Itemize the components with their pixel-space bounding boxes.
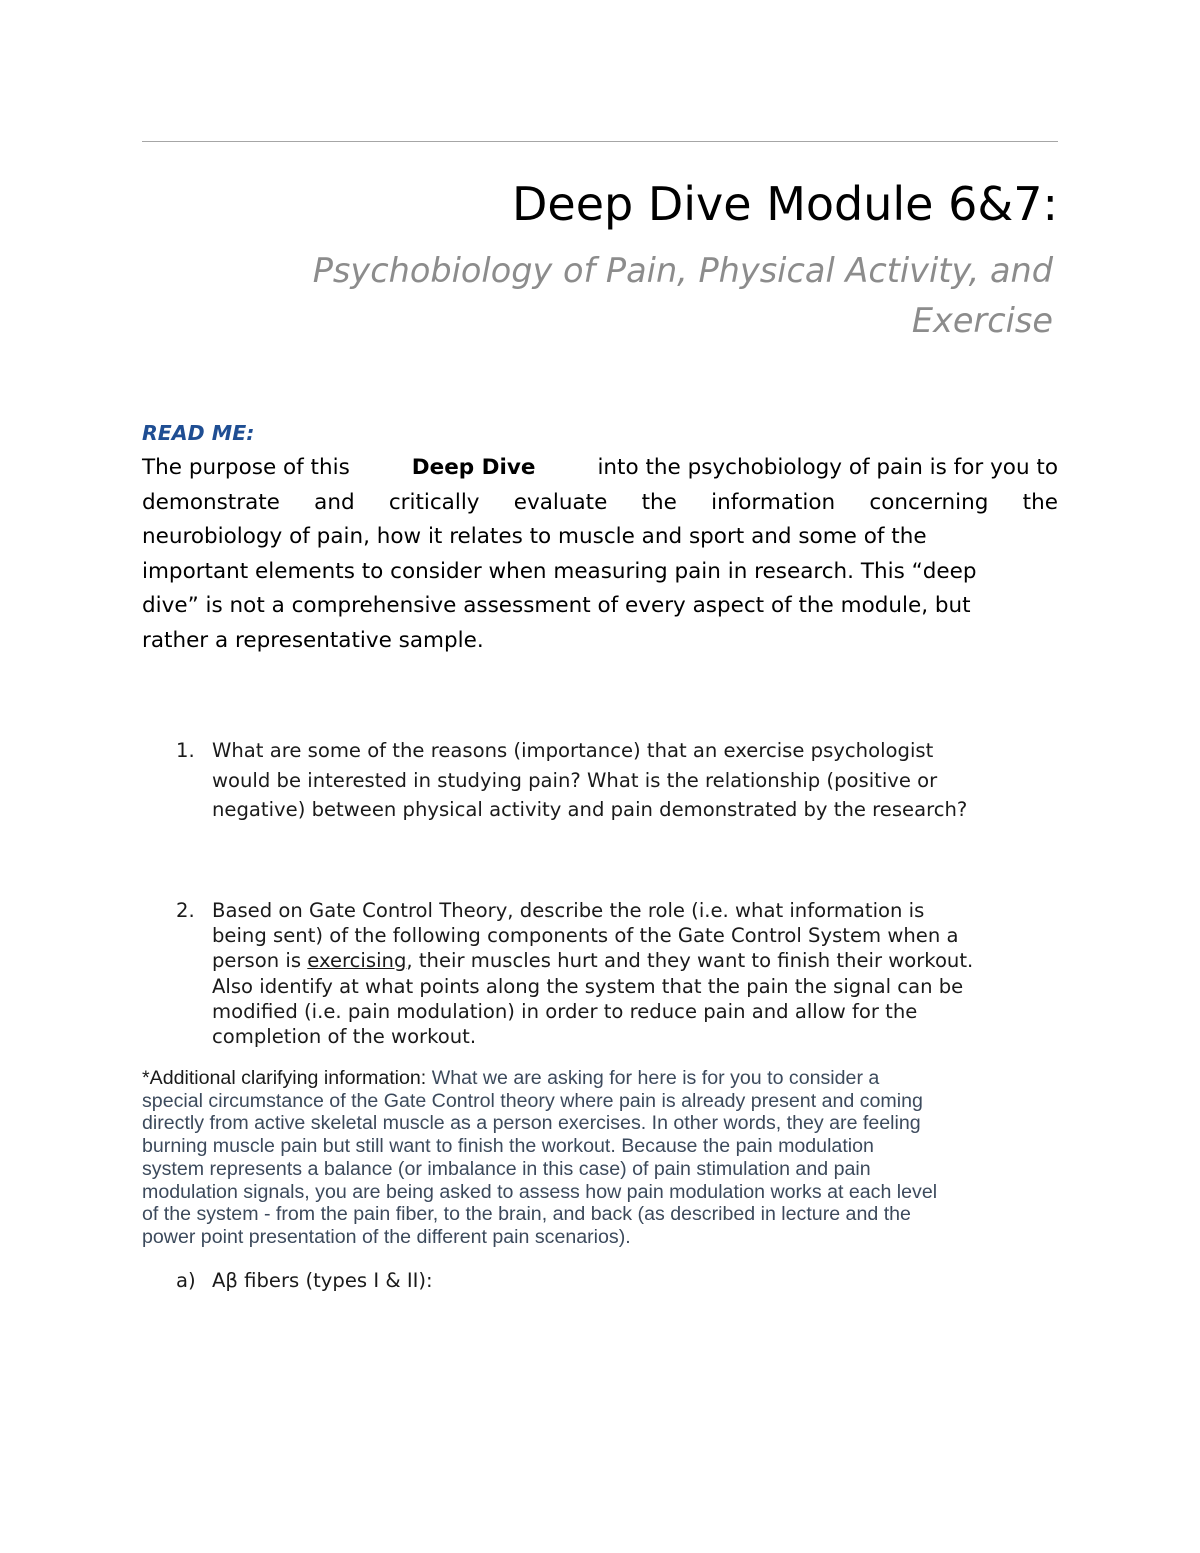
question-number: 2. — [176, 899, 195, 922]
intro-word: and — [314, 489, 355, 515]
subtitle-line: Exercise — [911, 301, 1053, 340]
intro-line: rather a representative sample. — [142, 627, 484, 653]
intro-text: The purpose of this — [142, 455, 350, 480]
question-text-fragment: person is — [212, 949, 308, 973]
header-rule — [142, 141, 1058, 142]
intro-word: the — [1022, 489, 1058, 515]
note-line: of the system - from the pain fiber, to the brain, and back (as described in lecture and the — [142, 1203, 911, 1226]
note-line: special circumstance of the Gate Control theory where pain is already present and coming — [142, 1089, 923, 1112]
note-line: modulation signals, you are being asked to assess how pain modulation works at each level — [142, 1180, 938, 1203]
intro-line: neurobiology of pain, how it relates to muscle and sport and some of the — [142, 524, 927, 549]
question-line: negative) between physical activity and pain demonstrated by the research? — [212, 798, 968, 821]
note-text: What we are asking for here is for you to consider a — [426, 1067, 880, 1089]
question-line: modified (i.e. pain modulation) in order to reduce pain and allow for the — [212, 999, 918, 1023]
intro-word: critically — [388, 489, 480, 515]
question-text-fragment: , their muscles hurt and they want to finish their workout. — [406, 949, 974, 973]
intro-line: important elements to consider when measuring pain in research. This “deep — [142, 558, 977, 584]
note-line: power point presentation of the different pain scenarios). — [142, 1225, 631, 1248]
intro-line: dive” is not a comprehensive assessment of every aspect of the module, but — [142, 593, 971, 618]
subitem-text: Aβ fibers (types I & II): — [212, 1269, 433, 1292]
note-line: burning muscle pain but still want to finish the workout. Because the pain modulation — [142, 1135, 874, 1158]
note-lead: *Additional clarifying information: — [142, 1067, 427, 1089]
question-text — [212, 898, 1062, 1049]
intro-word: concerning — [869, 489, 989, 515]
note-line: system represents a balance (or imbalance in this case) of pain stimulation and pain — [142, 1157, 871, 1180]
question-line — [212, 948, 1062, 973]
question-line: would be interested in studying pain? What is the relationship (positive or — [212, 768, 938, 792]
intro-word: evaluate — [513, 489, 608, 515]
intro-bold-term: Deep Dive — [411, 455, 536, 480]
question-line: being sent) of the following components of the Gate Control System when a — [212, 924, 959, 948]
readme-heading: READ ME: — [142, 421, 255, 445]
subitem-label: a) — [176, 1269, 196, 1292]
subtitle-line: Psychobiology of Pain, Physical Activity, and — [312, 251, 1053, 290]
intro-text: into the psychobiology of pain is for you to — [597, 455, 1058, 480]
intro-word: demonstrate — [142, 489, 280, 515]
question-line: completion of the workout. — [212, 1025, 477, 1049]
underlined-term: exercising — [307, 949, 407, 973]
question-line: Also identify at what points along the system that the pain the signal can be — [212, 974, 964, 998]
intro-paragraph — [142, 451, 1058, 658]
intro-line — [142, 486, 1058, 521]
document-title: Deep Dive Module 6&7: — [512, 177, 1058, 231]
note-line: directly from active skeletal muscle as a person exercises. In other words, they are feeling — [142, 1112, 921, 1135]
intro-line — [142, 451, 1058, 486]
question-line: Based on Gate Control Theory, describe the role (i.e. what information is — [212, 899, 925, 922]
document-subtitle — [253, 246, 1053, 346]
question-line: What are some of the reasons (importance) that an exercise psychologist — [212, 739, 934, 762]
clarifying-note — [142, 1067, 1058, 1249]
note-line — [142, 1067, 1058, 1090]
subitem-a — [176, 1268, 433, 1294]
question-text — [212, 736, 1062, 825]
intro-word: the — [641, 489, 677, 515]
question-number: 1. — [176, 739, 195, 762]
intro-word: information — [711, 489, 836, 515]
